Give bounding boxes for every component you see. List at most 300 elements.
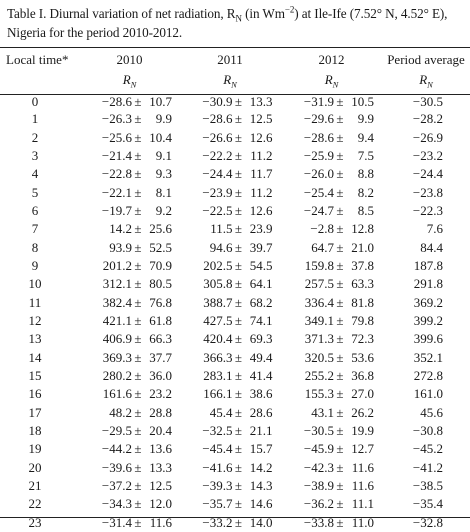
std-dev-value: 21.0 — [351, 239, 374, 255]
value-cell-2010 — [80, 147, 179, 165]
std-dev-value: 49.4 — [249, 349, 273, 365]
mean-value: 202.5 — [203, 257, 233, 273]
local-time-cell: 5 — [31, 184, 39, 200]
plus-minus-sign: ± — [134, 331, 142, 347]
plus-minus-sign: ± — [234, 276, 243, 292]
mean-value: 388.7 — [203, 294, 233, 310]
mean-value: −31.4 — [101, 514, 132, 530]
std-dev-value: 12.6 — [249, 202, 273, 218]
header-2012: 2012 — [318, 52, 345, 67]
plus-minus-sign: ± — [134, 441, 142, 457]
std-dev-value: 9.3 — [155, 166, 172, 182]
table-row — [0, 459, 470, 477]
period-average-cell: −24.4 — [412, 166, 443, 182]
plus-minus-sign: ± — [134, 94, 142, 109]
value-cell-2011 — [179, 477, 281, 495]
plus-minus-sign: ± — [336, 423, 344, 439]
mean-value: −26.3 — [101, 111, 132, 127]
plus-minus-sign: ± — [336, 514, 344, 530]
std-dev-value: 11.6 — [351, 459, 374, 475]
plus-minus-sign: ± — [134, 367, 142, 383]
mean-value: −45.9 — [303, 441, 334, 457]
mean-value: −36.2 — [303, 496, 334, 512]
value-cell-2012 — [281, 238, 382, 256]
std-dev-value: 25.6 — [149, 221, 172, 237]
plus-minus-sign: ± — [336, 129, 344, 145]
std-dev-value: 19.9 — [351, 423, 374, 439]
local-time-cell: 20 — [28, 459, 42, 475]
std-dev-value: 9.2 — [155, 202, 172, 218]
std-dev-value: 7.5 — [357, 147, 374, 163]
table-row — [0, 165, 470, 183]
value-cell-2010 — [80, 459, 179, 477]
value-cell-2010 — [80, 440, 179, 458]
period-average-cell: −45.2 — [412, 441, 443, 457]
mean-value: 421.1 — [102, 312, 132, 328]
mean-value: −34.3 — [101, 496, 132, 512]
std-dev-value: 28.8 — [149, 404, 172, 420]
std-dev-value: 13.3 — [249, 94, 273, 109]
plus-minus-sign: ± — [234, 331, 243, 347]
value-cell-2011 — [179, 220, 281, 238]
value-cell-2012 — [281, 404, 382, 422]
mean-value: −22.1 — [101, 184, 132, 200]
mean-value: 427.5 — [203, 312, 233, 328]
value-cell-2012 — [281, 293, 382, 311]
mean-value: −22.5 — [202, 202, 233, 218]
std-dev-value: 79.8 — [351, 312, 374, 328]
mean-value: 159.8 — [304, 257, 334, 273]
std-dev-value: 9.9 — [357, 111, 374, 127]
std-dev-value: 70.9 — [149, 257, 172, 273]
period-average-cell: −41.2 — [412, 459, 443, 475]
plus-minus-sign: ± — [134, 478, 142, 494]
mean-value: −21.4 — [101, 147, 132, 163]
period-average-cell: 272.8 — [413, 367, 443, 383]
mean-value: −31.9 — [303, 94, 334, 109]
std-dev-value: 64.1 — [249, 276, 273, 292]
mean-value: −39.3 — [202, 478, 233, 494]
std-dev-value: 8.5 — [357, 202, 374, 218]
value-cell-2011 — [179, 128, 281, 146]
plus-minus-sign: ± — [134, 349, 142, 365]
plus-minus-sign: ± — [134, 111, 142, 127]
mean-value: −35.7 — [202, 496, 233, 512]
mean-value: −2.8 — [310, 221, 334, 237]
value-cell-2012 — [281, 385, 382, 403]
table-row — [0, 147, 470, 165]
std-dev-value: 10.4 — [149, 129, 172, 145]
local-time-cell: 21 — [28, 478, 42, 494]
value-cell-2011 — [179, 385, 281, 403]
local-time-cell: 17 — [28, 404, 42, 420]
plus-minus-sign: ± — [134, 514, 142, 530]
value-cell-2012 — [281, 330, 382, 348]
header-row-years — [0, 50, 470, 70]
local-time-cell: 23 — [28, 514, 42, 530]
period-average-cell: −35.4 — [412, 496, 443, 512]
plus-minus-sign: ± — [234, 459, 243, 475]
local-time-cell: 14 — [28, 349, 42, 365]
std-dev-value: 15.7 — [249, 441, 273, 457]
plus-minus-sign: ± — [134, 239, 142, 255]
plus-minus-sign: ± — [336, 349, 344, 365]
value-cell-2010 — [80, 495, 179, 513]
value-cell-2011 — [179, 165, 281, 183]
plus-minus-sign: ± — [134, 496, 142, 512]
mean-value: 336.4 — [304, 294, 334, 310]
value-cell-2010 — [80, 348, 179, 366]
mean-value: 283.1 — [203, 367, 233, 383]
table-row — [0, 367, 470, 385]
mean-value: −28.6 — [202, 111, 233, 127]
plus-minus-sign: ± — [336, 331, 344, 347]
value-cell-2011 — [179, 440, 281, 458]
value-cell-2012 — [281, 477, 382, 495]
period-average-cell: 399.6 — [413, 331, 443, 347]
plus-minus-sign: ± — [234, 147, 243, 163]
plus-minus-sign: ± — [336, 239, 344, 255]
local-time-cell: 19 — [28, 441, 42, 457]
mean-value: −29.5 — [101, 423, 132, 439]
table-row — [0, 440, 470, 458]
std-dev-value: 8.8 — [357, 166, 374, 182]
period-average-cell: −28.2 — [412, 111, 443, 127]
mean-value: −29.6 — [303, 111, 334, 127]
local-time-cell: 2 — [31, 129, 39, 145]
std-dev-value: 8.1 — [155, 184, 172, 200]
plus-minus-sign: ± — [234, 184, 243, 200]
mean-value: −41.6 — [202, 459, 233, 475]
mean-value: −38.9 — [303, 478, 334, 494]
plus-minus-sign: ± — [234, 349, 243, 365]
table-row — [0, 90, 470, 110]
std-dev-value: 10.5 — [351, 94, 374, 109]
header-2010: 2010 — [116, 52, 143, 67]
plus-minus-sign: ± — [336, 94, 344, 109]
std-dev-value: 20.4 — [149, 423, 172, 439]
std-dev-value: 61.8 — [149, 312, 172, 328]
std-dev-value: 11.7 — [250, 166, 273, 182]
period-average-cell: 7.6 — [426, 221, 443, 237]
value-cell-2010 — [80, 293, 179, 311]
plus-minus-sign: ± — [234, 257, 243, 273]
mean-value: 48.2 — [109, 404, 132, 420]
mean-value: 349.1 — [304, 312, 334, 328]
period-average-cell: 45.6 — [420, 404, 443, 420]
plus-minus-sign: ± — [234, 239, 243, 255]
value-cell-2012 — [281, 257, 382, 275]
mean-value: −24.4 — [202, 166, 233, 182]
std-dev-value: 11.2 — [250, 147, 273, 163]
value-cell-2011 — [179, 495, 281, 513]
value-cell-2010 — [80, 238, 179, 256]
mean-value: −44.2 — [101, 441, 132, 457]
value-cell-2011 — [179, 514, 281, 532]
value-cell-2010 — [80, 514, 179, 532]
local-time-cell: 4 — [31, 166, 39, 182]
value-cell-2011 — [179, 367, 281, 385]
std-dev-value: 12.6 — [249, 129, 273, 145]
std-dev-value: 12.5 — [249, 111, 273, 127]
value-cell-2011 — [179, 275, 281, 293]
table-row — [0, 477, 470, 495]
value-cell-2010 — [80, 385, 179, 403]
local-time-cell: 3 — [31, 147, 39, 163]
mean-value: −30.9 — [202, 94, 233, 109]
mean-value: −30.5 — [303, 423, 334, 439]
plus-minus-sign: ± — [336, 166, 344, 182]
std-dev-value: 63.3 — [351, 276, 374, 292]
value-cell-2011 — [179, 147, 281, 165]
local-time-cell: 12 — [28, 312, 42, 328]
value-cell-2012 — [281, 110, 382, 128]
table-row — [0, 422, 470, 440]
std-dev-value: 36.0 — [149, 367, 172, 383]
table-row — [0, 312, 470, 330]
table-row — [0, 220, 470, 238]
value-cell-2011 — [179, 422, 281, 440]
std-dev-value: 36.8 — [351, 367, 374, 383]
std-dev-value: 39.7 — [249, 239, 273, 255]
table-row — [0, 495, 470, 513]
mean-value: 93.9 — [109, 239, 132, 255]
local-time-cell: 0 — [31, 94, 39, 109]
local-time-cell: 9 — [31, 257, 39, 273]
plus-minus-sign: ± — [336, 496, 344, 512]
mean-value: 45.4 — [209, 404, 233, 420]
std-dev-value: 9.4 — [357, 129, 374, 145]
mean-value: 155.3 — [304, 386, 334, 402]
period-average-cell: −22.3 — [412, 202, 443, 218]
value-cell-2011 — [179, 202, 281, 220]
mean-value: −39.6 — [101, 459, 132, 475]
table-body — [0, 90, 470, 532]
plus-minus-sign: ± — [336, 294, 344, 310]
value-cell-2011 — [179, 330, 281, 348]
plus-minus-sign: ± — [234, 423, 243, 439]
mean-value: 305.8 — [203, 276, 233, 292]
value-cell-2010 — [80, 110, 179, 128]
mean-value: 64.7 — [311, 239, 334, 255]
plus-minus-sign: ± — [234, 111, 243, 127]
value-cell-2010 — [80, 183, 179, 201]
local-time-cell: 6 — [31, 202, 39, 218]
value-cell-2010 — [80, 422, 179, 440]
value-cell-2011 — [179, 293, 281, 311]
plus-minus-sign: ± — [234, 386, 243, 402]
std-dev-value: 69.3 — [249, 331, 273, 347]
plus-minus-sign: ± — [234, 294, 243, 310]
mean-value: 312.1 — [102, 276, 132, 292]
table-row — [0, 202, 470, 220]
header-2011: 2011 — [217, 52, 243, 67]
std-dev-value: 11.1 — [351, 496, 374, 512]
std-dev-value: 66.3 — [149, 331, 172, 347]
table-top-rule — [0, 47, 470, 48]
std-dev-value: 80.5 — [149, 276, 172, 292]
std-dev-value: 53.6 — [351, 349, 374, 365]
mean-value: −19.7 — [101, 202, 132, 218]
header-symbol-2011: $R_N$ — [223, 72, 237, 90]
plus-minus-sign: ± — [336, 257, 344, 273]
plus-minus-sign: ± — [336, 276, 344, 292]
value-cell-2010 — [80, 330, 179, 348]
mean-value: −22.2 — [202, 147, 233, 163]
mean-value: 371.3 — [304, 331, 334, 347]
mean-value: 11.5 — [210, 221, 233, 237]
plus-minus-sign: ± — [234, 129, 243, 145]
caption-text-1: Table I. Diurnal variation of net radiation, R — [7, 6, 236, 21]
header-local-time: Local time* — [6, 52, 69, 67]
local-time-cell: 1 — [31, 111, 39, 127]
value-cell-2012 — [281, 440, 382, 458]
plus-minus-sign: ± — [134, 423, 142, 439]
std-dev-value: 14.6 — [249, 496, 273, 512]
mean-value: 166.1 — [203, 386, 233, 402]
mean-value: −25.9 — [303, 147, 334, 163]
std-dev-value: 26.2 — [351, 404, 374, 420]
plus-minus-sign: ± — [134, 386, 142, 402]
mean-value: −37.2 — [101, 478, 132, 494]
std-dev-value: 11.6 — [149, 514, 172, 530]
value-cell-2010 — [80, 220, 179, 238]
std-dev-value: 27.0 — [351, 386, 374, 402]
plus-minus-sign: ± — [134, 459, 142, 475]
caption-text-3: ) at Ile-Ife (7.52° N, 4.52° E), Nigeria for the period 2010-2012. — [7, 6, 448, 40]
mean-value: −25.4 — [303, 184, 334, 200]
std-dev-value: 11.2 — [250, 184, 273, 200]
plus-minus-sign: ± — [336, 184, 344, 200]
value-cell-2010 — [80, 257, 179, 275]
mean-value: 382.4 — [102, 294, 132, 310]
table-row — [0, 404, 470, 422]
period-average-cell: −26.9 — [412, 129, 443, 145]
period-average-cell: −32.8 — [412, 514, 443, 530]
plus-minus-sign: ± — [134, 147, 142, 163]
value-cell-2010 — [80, 367, 179, 385]
value-cell-2012 — [281, 422, 382, 440]
local-time-cell: 22 — [28, 496, 42, 512]
plus-minus-sign: ± — [336, 459, 344, 475]
std-dev-value: 81.8 — [351, 294, 374, 310]
table-row — [0, 348, 470, 366]
value-cell-2010 — [80, 275, 179, 293]
std-dev-value: 8.2 — [357, 184, 374, 200]
plus-minus-sign: ± — [336, 478, 344, 494]
header-symbol-average: $R_N$ — [419, 72, 433, 90]
header-empty — [0, 70, 80, 90]
mean-value: −24.7 — [303, 202, 334, 218]
table-caption — [7, 4, 463, 42]
value-cell-2010 — [80, 202, 179, 220]
mean-value: −28.6 — [303, 129, 334, 145]
local-time-cell: 16 — [28, 386, 42, 402]
std-dev-value: 14.0 — [249, 514, 273, 530]
period-average-cell: 161.0 — [413, 386, 443, 402]
plus-minus-sign: ± — [134, 221, 142, 237]
mean-value: 320.5 — [304, 349, 334, 365]
std-dev-value: 28.6 — [249, 404, 273, 420]
value-cell-2010 — [80, 312, 179, 330]
plus-minus-sign: ± — [336, 312, 344, 328]
plus-minus-sign: ± — [336, 221, 344, 237]
period-average-cell: −30.8 — [412, 423, 443, 439]
period-average-cell: −30.5 — [412, 94, 443, 109]
mean-value: 420.4 — [203, 331, 233, 347]
std-dev-value: 23.9 — [249, 221, 273, 237]
plus-minus-sign: ± — [234, 166, 243, 182]
table-row — [0, 293, 470, 311]
plus-minus-sign: ± — [336, 441, 344, 457]
value-cell-2012 — [281, 459, 382, 477]
mean-value: −23.9 — [202, 184, 233, 200]
net-radiation-table — [0, 50, 470, 532]
std-dev-value: 10.7 — [149, 94, 172, 109]
mean-value: 161.6 — [102, 386, 132, 402]
plus-minus-sign: ± — [134, 276, 142, 292]
value-cell-2012 — [281, 90, 382, 110]
mean-value: −25.6 — [101, 129, 132, 145]
caption-subscript: N — [235, 13, 242, 24]
period-average-cell: −23.2 — [412, 147, 443, 163]
local-time-cell: 10 — [28, 276, 42, 292]
table-row — [0, 238, 470, 256]
std-dev-value: 41.4 — [249, 367, 273, 383]
mean-value: −42.3 — [303, 459, 334, 475]
plus-minus-sign: ± — [234, 202, 243, 218]
value-cell-2012 — [281, 202, 382, 220]
mean-value: −45.4 — [202, 441, 233, 457]
value-cell-2012 — [281, 220, 382, 238]
local-time-cell: 18 — [28, 423, 42, 439]
value-cell-2010 — [80, 128, 179, 146]
period-average-cell: −23.8 — [412, 184, 443, 200]
std-dev-value: 54.5 — [249, 257, 273, 273]
std-dev-value: 11.6 — [351, 478, 374, 494]
std-dev-value: 13.6 — [149, 441, 172, 457]
std-dev-value: 72.3 — [351, 331, 374, 347]
std-dev-value: 9.1 — [155, 147, 172, 163]
value-cell-2011 — [179, 238, 281, 256]
mean-value: −22.8 — [101, 166, 132, 182]
local-time-cell: 8 — [31, 239, 39, 255]
value-cell-2012 — [281, 495, 382, 513]
table-row — [0, 514, 470, 532]
table-row — [0, 385, 470, 403]
std-dev-value: 74.1 — [249, 312, 273, 328]
plus-minus-sign: ± — [234, 312, 243, 328]
std-dev-value: 21.1 — [249, 423, 273, 439]
plus-minus-sign: ± — [234, 367, 243, 383]
mean-value: 406.9 — [102, 331, 132, 347]
table-row — [0, 275, 470, 293]
value-cell-2012 — [281, 348, 382, 366]
caption-superscript: −2 — [284, 4, 295, 15]
value-cell-2012 — [281, 312, 382, 330]
table-row — [0, 110, 470, 128]
value-cell-2012 — [281, 147, 382, 165]
value-cell-2012 — [281, 128, 382, 146]
plus-minus-sign: ± — [234, 404, 243, 420]
period-average-cell: 84.4 — [420, 239, 443, 255]
plus-minus-sign: ± — [134, 312, 142, 328]
value-cell-2012 — [281, 183, 382, 201]
period-average-cell: 291.8 — [413, 276, 443, 292]
plus-minus-sign: ± — [336, 367, 344, 383]
value-cell-2011 — [179, 348, 281, 366]
std-dev-value: 37.8 — [351, 257, 374, 273]
